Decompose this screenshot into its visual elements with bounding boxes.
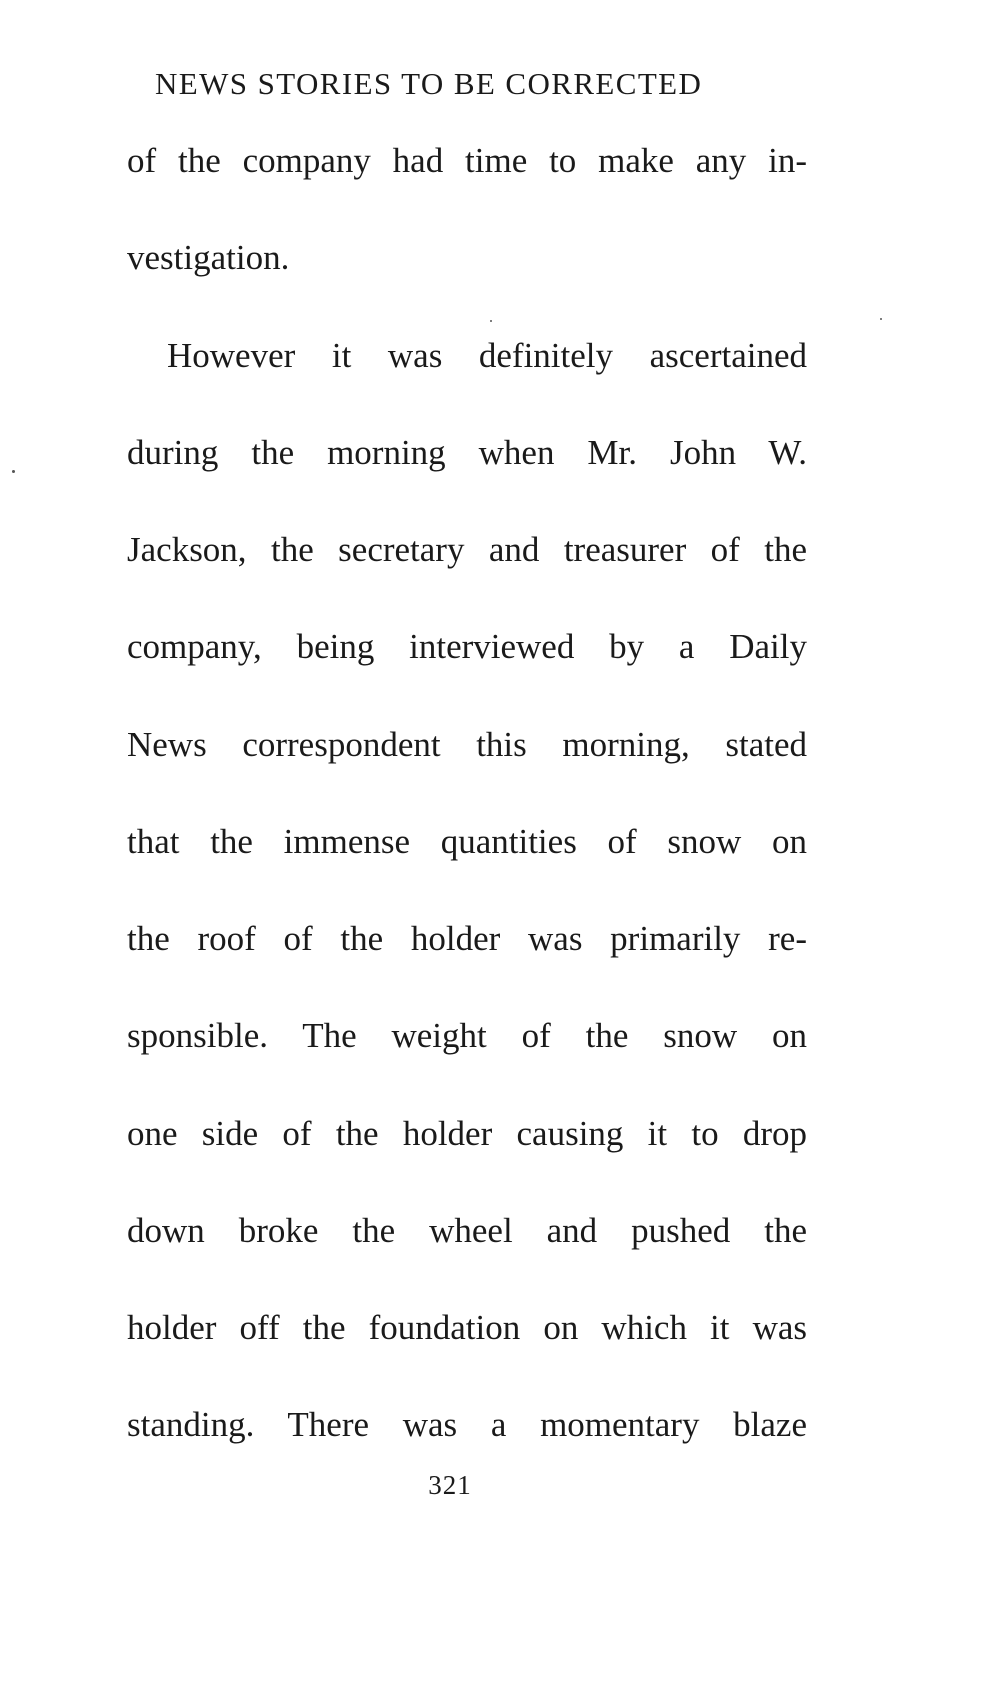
text-line: Jackson, the secretary and treasurer of the bbox=[127, 530, 807, 569]
text-line: down broke the wheel and pushed the bbox=[127, 1211, 807, 1250]
page-number: 321 bbox=[428, 1470, 472, 1500]
running-head: NEWS STORIES TO BE CORRECTED bbox=[155, 66, 703, 101]
text-line: that the immense quantities of snow on bbox=[127, 822, 807, 861]
text-line: of the company had time to make any in- bbox=[127, 141, 807, 180]
scan-speck bbox=[12, 470, 15, 473]
text-line: standing. There was a momentary blaze bbox=[127, 1405, 807, 1444]
paragraph-start-line: However it was definitely ascertained bbox=[167, 336, 807, 375]
text-line: News correspondent this morning, stated bbox=[127, 725, 807, 764]
text-line: vestigation. bbox=[127, 238, 290, 277]
text-line: holder off the foundation on which it was bbox=[127, 1308, 807, 1347]
text-line: during the morning when Mr. John W. bbox=[127, 433, 807, 472]
scan-speck bbox=[880, 318, 882, 320]
text-line: sponsible. The weight of the snow on bbox=[127, 1016, 807, 1055]
text-line: company, being interviewed by a Daily bbox=[127, 627, 807, 666]
scan-speck bbox=[490, 320, 492, 322]
text-line: one side of the holder causing it to drop bbox=[127, 1114, 807, 1153]
text-line: the roof of the holder was primarily re- bbox=[127, 919, 807, 958]
